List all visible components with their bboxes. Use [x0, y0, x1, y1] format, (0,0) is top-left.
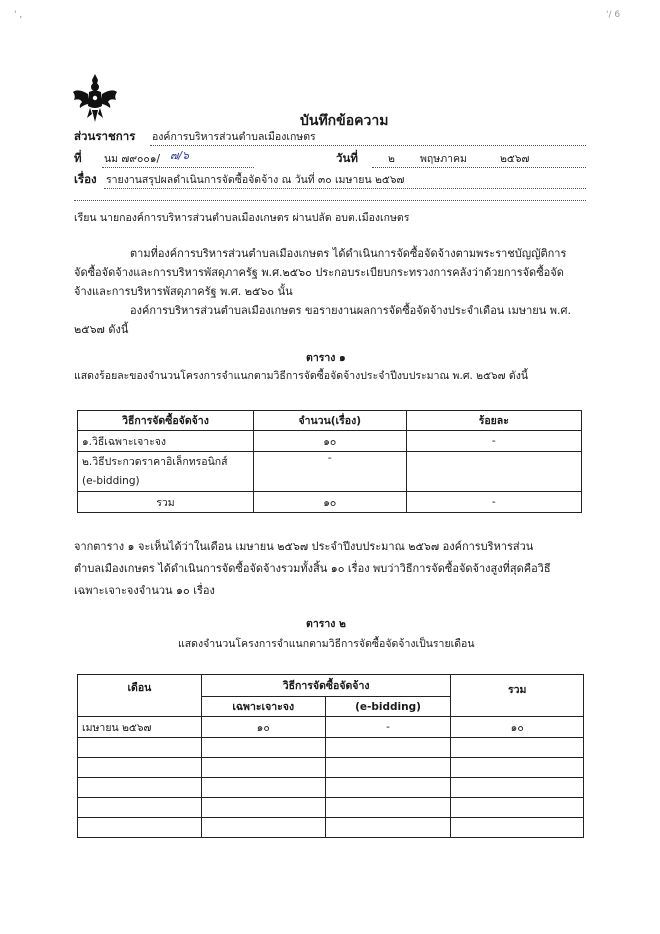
table-cell	[406, 452, 581, 492]
table-cell: -	[406, 492, 581, 513]
table1-header-count: จำนวน(เรื่อง)	[253, 411, 406, 431]
table-2	[77, 674, 584, 838]
table-cell: -	[325, 717, 451, 738]
table-cell	[451, 798, 584, 818]
table1-description: แสดงร้อยละของจำนวนโครงการจำแนกตามวิธีการจัดซื้อจัดจ้างประจำปีงบประมาณ พ.ศ. ๒๕๖๗ ดังนี้	[74, 370, 529, 382]
table-cell: ๒.วิธีประกวดราคาอิเล็กทรอนิกส์	[78, 452, 254, 472]
table-cell	[325, 778, 451, 798]
table-cell: ๑๐	[253, 492, 406, 513]
table-cell	[451, 818, 584, 838]
subject-label: เรื่อง	[74, 172, 97, 186]
table-cell: ๑๐	[451, 717, 584, 738]
table-cell	[451, 738, 584, 758]
table1-header-percent: ร้อยละ	[406, 411, 581, 431]
table-cell	[78, 778, 202, 798]
table-1	[77, 410, 582, 513]
subject-underline-2	[74, 200, 586, 201]
table-row	[78, 452, 582, 472]
table-cell: ๑๐	[253, 431, 406, 452]
summary-paragraph	[74, 536, 586, 602]
ref-label: ที่	[74, 151, 82, 165]
date-day: ๒	[388, 153, 395, 165]
table2-header-month: เดือน	[78, 675, 202, 717]
table-cell	[325, 818, 451, 838]
table-cell	[325, 798, 451, 818]
body-paragraph-1	[74, 244, 586, 339]
table-cell: เมษายน ๒๕๖๗	[78, 717, 202, 738]
addressee: เรียน นายกองค์การบริหารส่วนตำบลเมืองเกษตร ผ่านปลัด อบต.เมืองเกษตร	[74, 212, 410, 224]
table-cell	[201, 778, 325, 798]
table-cell	[325, 738, 451, 758]
table-cell: ๑๐	[201, 717, 325, 738]
table-row	[78, 738, 584, 758]
table2-header-ebidding: (e-bidding)	[325, 697, 451, 717]
table-cell: (e-bidding)	[78, 472, 254, 492]
ref-underline	[102, 167, 254, 168]
table1-header-method: วิธีการจัดซื้อจัดจ้าง	[78, 411, 254, 431]
table-cell	[201, 798, 325, 818]
summary-line: จากตาราง ๑ จะเห็นได้ว่าในเดือน เมษายน ๒๕๖๗ ประจำปีงบประมาณ ๒๕๖๗ องค์การบริหารส่วน	[74, 540, 534, 553]
date-month: พฤษภาคม	[420, 153, 467, 165]
body-line: ๒๕๖๗ ดังนี้	[74, 323, 129, 336]
table-cell	[451, 778, 584, 798]
table2-header-method: วิธีการจัดซื้อจัดจ้าง	[201, 675, 451, 697]
body-line: ตามที่องค์การบริหารส่วนตำบลเมืองเกษตร ได้ดำเนินการจัดซื้อจัดจ้างตามพระราชบัญญัติการ	[130, 247, 567, 260]
ref-value: นม ๗๙๐๐๑/	[104, 153, 161, 165]
body-line: องค์การบริหารส่วนตำบลเมืองเกษตร ขอรายงานผลการจัดซื้อจัดจ้างประจำเดือน เมษายน พ.ศ.	[130, 304, 571, 317]
table-cell	[78, 798, 202, 818]
table-cell: -	[253, 452, 406, 492]
table-row	[78, 798, 584, 818]
table-cell	[201, 758, 325, 778]
table-row	[78, 431, 582, 452]
table-cell	[451, 758, 584, 778]
subject-value: รายงานสรุปผลดำเนินการจัดซื้อจัดจ้าง ณ วันที่ ๓๐ เมษายน ๒๕๖๗	[106, 174, 405, 186]
agency-value: องค์การบริหารส่วนตำบลเมืองเกษตร	[152, 131, 316, 143]
table-row	[78, 778, 584, 798]
corner-mark-right: '/ 6	[606, 10, 621, 20]
ref-handwritten: ๗/๖	[170, 149, 189, 162]
subject-underline	[104, 188, 586, 189]
table-cell	[78, 738, 202, 758]
table-cell	[78, 758, 202, 778]
table-cell: รวม	[78, 492, 254, 513]
agency-label: ส่วนราชการ	[74, 129, 136, 143]
table2-caption: ตาราง ๒	[306, 618, 346, 630]
table-cell	[201, 738, 325, 758]
table2-description: แสดงจำนวนโครงการจำแนกตามวิธีการจัดซื้อจัดจ้างเป็นรายเดือน	[178, 638, 475, 650]
body-line: จัดซื้อจัดจ้างและการบริหารพัสดุภาครัฐ พ.ศ.๒๕๖๐ ประกอบระเบียบกระทรวงการคลังว่าด้วยการจัดซื้อจัด	[74, 266, 564, 279]
date-year: ๒๕๖๗	[500, 153, 530, 165]
table-row	[78, 492, 582, 513]
table-cell: ๑.วิธีเฉพาะเจาะจง	[78, 431, 254, 452]
summary-line: เฉพาะเจาะจงจำนวน ๑๐ เรื่อง	[74, 584, 215, 597]
table1-caption: ตาราง ๑	[306, 352, 346, 364]
table-row	[78, 717, 584, 738]
table2-header-total: รวม	[451, 675, 584, 717]
corner-mark-left: ' ,	[14, 10, 23, 20]
table-row	[78, 818, 584, 838]
table-cell	[201, 818, 325, 838]
memo-title: บันทึกข้อความ	[300, 113, 389, 129]
table-cell	[78, 818, 202, 838]
table-cell: -	[406, 431, 581, 452]
table-cell	[325, 758, 451, 778]
agency-underline	[150, 145, 586, 146]
summary-line: ตำบลเมืองเกษตร ได้ดำเนินการจัดซื้อจัดจ้างรวมทั้งสิ้น ๑๐ เรื่อง พบว่าวิธีการจัดซื้อจัดจ้างสูงที่สุดคือวิธี	[74, 562, 551, 575]
body-line: จ้างและการบริหารพัสดุภาครัฐ พ.ศ. ๒๕๖๐ นั้น	[74, 285, 293, 298]
table2-header-specific: เฉพาะเจาะจง	[201, 697, 325, 717]
date-label: วันที่	[336, 151, 358, 165]
date-underline	[372, 167, 586, 168]
garuda-emblem-icon	[70, 72, 120, 124]
table-row	[78, 758, 584, 778]
